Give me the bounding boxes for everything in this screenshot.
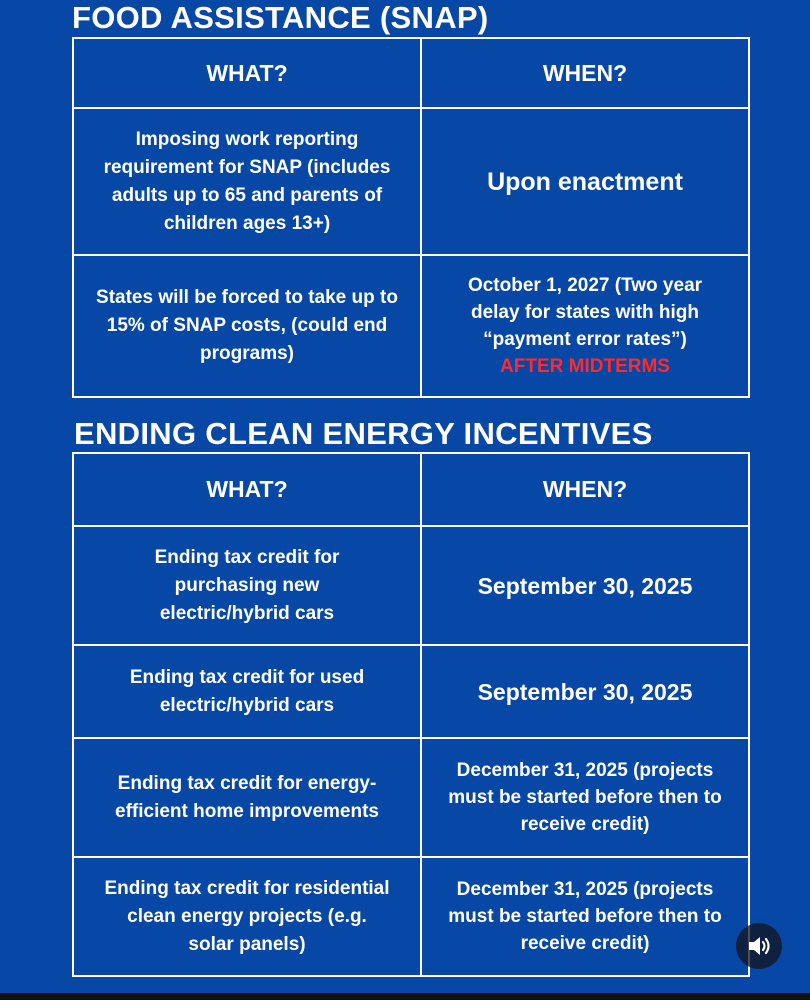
what-cell: Ending tax credit for purchasing new electric/hybrid cars xyxy=(73,526,421,645)
when-cell: December 31, 2025 (projects must be started before then to receive credit) xyxy=(421,857,749,976)
table-row xyxy=(73,108,749,255)
when-header: WHEN? xyxy=(421,453,749,526)
what-cell: States will be forced to take up to 15% of SNAP costs, (could end programs) xyxy=(73,255,421,397)
bottom-bar xyxy=(0,993,810,1000)
table-row xyxy=(73,645,749,738)
what-cell: Imposing work reporting requirement for SNAP (includes adults up to 65 and parents of children ages 13+) xyxy=(73,108,421,255)
what-header: WHAT? xyxy=(73,453,421,526)
when-cell xyxy=(421,255,749,397)
when-cell: December 31, 2025 (projects must be started before then to receive credit) xyxy=(421,738,749,857)
when-text: October 1, 2027 (Two year delay for states with high “payment error rates”) xyxy=(467,275,703,350)
table-row xyxy=(73,738,749,857)
table-row xyxy=(73,255,749,397)
what-cell: Ending tax credit for used electric/hybrid cars xyxy=(73,645,421,738)
alert-note: AFTER MIDTERMS xyxy=(500,356,670,377)
snap-table xyxy=(72,37,750,398)
what-cell: Ending tax credit for energy-efficient home improvements xyxy=(73,738,421,857)
what-header: WHAT? xyxy=(73,38,421,108)
table-header-row xyxy=(73,38,749,108)
when-cell: Upon enactment xyxy=(421,108,749,255)
when-cell: September 30, 2025 xyxy=(421,645,749,738)
table-header-row xyxy=(73,453,749,526)
audio-toggle-button[interactable] xyxy=(736,923,782,969)
what-cell: Ending tax credit for residential clean energy projects (e.g. solar panels) xyxy=(73,857,421,976)
table-row xyxy=(73,857,749,976)
speaker-icon xyxy=(747,935,771,957)
when-cell: September 30, 2025 xyxy=(421,526,749,645)
when-header: WHEN? xyxy=(421,38,749,108)
energy-table xyxy=(72,452,750,977)
table-row xyxy=(73,526,749,645)
energy-section-title: ENDING CLEAN ENERGY INCENTIVES xyxy=(74,416,653,451)
snap-section-title: FOOD ASSISTANCE (SNAP) xyxy=(72,0,489,35)
